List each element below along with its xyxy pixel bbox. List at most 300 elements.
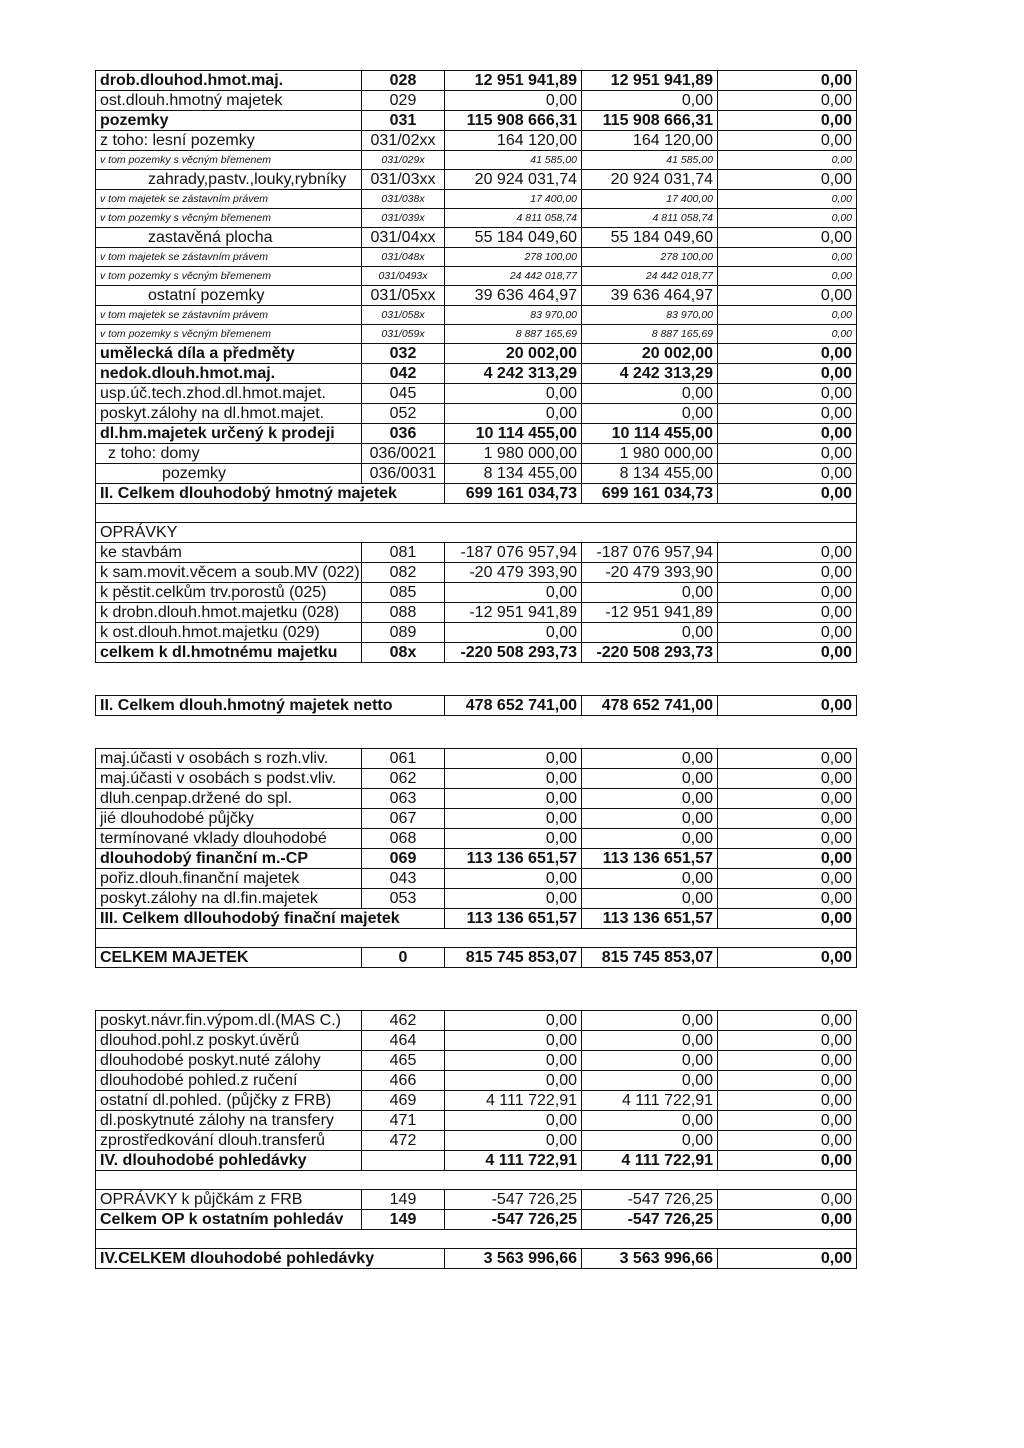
value-col-b: 815 745 853,07 [582, 948, 718, 968]
value-col-c: 0,00 [718, 344, 857, 364]
value-col-b: 0,00 [582, 1031, 718, 1051]
value-col-a: 0,00 [445, 404, 582, 424]
value-col-c: 0,00 [718, 444, 857, 464]
row-label: dlouhodobé poskyt.nuté zálohy [96, 1051, 362, 1071]
value-col-a: 0,00 [445, 809, 582, 829]
table-row [96, 190, 857, 209]
table-row [96, 1111, 857, 1131]
value-col-b: -187 076 957,94 [582, 543, 718, 563]
row-code: 149 [362, 1210, 445, 1230]
row-code: 062 [362, 769, 445, 789]
total-row-receivables-final [96, 1249, 857, 1269]
table-row [96, 424, 857, 444]
value-col-a: 1 980 000,00 [445, 444, 582, 464]
value-col-b: -547 726,25 [582, 1210, 718, 1230]
value-col-c: 0,00 [718, 1210, 857, 1230]
row-label: z toho: domy [96, 444, 362, 464]
value-col-a: 113 136 651,57 [445, 909, 582, 929]
value-col-a: 0,00 [445, 749, 582, 769]
spacer-row [96, 1230, 857, 1249]
row-code: 031/058x [362, 306, 445, 325]
spacer-row [96, 1171, 857, 1190]
table-row [96, 306, 857, 325]
value-col-a: 17 400,00 [445, 190, 582, 209]
value-col-b: 20 924 031,74 [582, 170, 718, 190]
row-label: dluh.cenpap.držené do spl. [96, 789, 362, 809]
row-code: 031/059x [362, 325, 445, 344]
table-row [96, 248, 857, 267]
value-col-b: 4 811 058,74 [582, 209, 718, 228]
table-row [96, 228, 857, 248]
value-col-a: 8 134 455,00 [445, 464, 582, 484]
value-col-b: 0,00 [582, 404, 718, 424]
value-col-a: 0,00 [445, 91, 582, 111]
value-col-a: 0,00 [445, 1111, 582, 1131]
value-col-a: 278 100,00 [445, 248, 582, 267]
table-row [96, 91, 857, 111]
receivables-rows [96, 1011, 857, 1151]
value-col-b: 39 636 464,97 [582, 286, 718, 306]
row-code: 471 [362, 1111, 445, 1131]
row-code: 031/03xx [362, 170, 445, 190]
spacer-row [96, 929, 857, 948]
value-col-a: -187 076 957,94 [445, 543, 582, 563]
row-label: dl.hm.majetek určený k prodeji [96, 424, 362, 444]
row-code: 031/02xx [362, 131, 445, 151]
value-col-b: 699 161 034,73 [582, 484, 718, 504]
row-code: 031/048x [362, 248, 445, 267]
row-label: poskyt.zálohy na dl.hmot.majet. [96, 404, 362, 424]
value-col-a: 0,00 [445, 829, 582, 849]
total-row-fixed-assets [96, 484, 857, 504]
table-row [96, 170, 857, 190]
row-code: 462 [362, 1011, 445, 1031]
table-row [96, 829, 857, 849]
value-col-c: 0,00 [718, 464, 857, 484]
table-row [96, 404, 857, 424]
value-col-b: 24 442 018,77 [582, 267, 718, 286]
row-code: 089 [362, 623, 445, 643]
table-receivables [95, 1010, 857, 1269]
value-col-a: 699 161 034,73 [445, 484, 582, 504]
table-row [96, 111, 857, 131]
table-row [96, 603, 857, 623]
row-code: 469 [362, 1091, 445, 1111]
value-col-a: -20 479 393,90 [445, 563, 582, 583]
value-col-b: -12 951 941,89 [582, 603, 718, 623]
value-col-c: 0,00 [718, 889, 857, 909]
row-code: 032 [362, 344, 445, 364]
value-col-a: 55 184 049,60 [445, 228, 582, 248]
value-col-b: 0,00 [582, 1051, 718, 1071]
value-col-b: 12 951 941,89 [582, 71, 718, 91]
row-code: 088 [362, 603, 445, 623]
row-code: 082 [362, 563, 445, 583]
table-row [96, 749, 857, 769]
financial-assets-rows [96, 749, 857, 909]
value-col-b: 115 908 666,31 [582, 111, 718, 131]
value-col-c: 0,00 [718, 404, 857, 424]
value-col-a: 20 924 031,74 [445, 170, 582, 190]
fixed-assets-rows [96, 71, 857, 484]
row-code: 053 [362, 889, 445, 909]
value-col-c: 0,00 [718, 325, 857, 344]
table-row [96, 789, 857, 809]
value-col-b: 20 002,00 [582, 344, 718, 364]
row-code: 149 [362, 1190, 445, 1210]
row-code: 031 [362, 111, 445, 131]
value-col-a: 0,00 [445, 1031, 582, 1051]
value-col-a: 0,00 [445, 769, 582, 789]
value-col-a: 0,00 [445, 583, 582, 603]
row-label: CELKEM MAJETEK [96, 948, 362, 968]
row-label: OPRÁVKY k půjčkám z FRB [96, 1190, 362, 1210]
row-label: ostatní dl.pohled. (půjčky z FRB) [96, 1091, 362, 1111]
row-code: 031/04xx [362, 228, 445, 248]
row-code: 036 [362, 424, 445, 444]
row-code [362, 1151, 445, 1171]
row-code: 081 [362, 543, 445, 563]
value-col-a: 39 636 464,97 [445, 286, 582, 306]
value-col-b: 0,00 [582, 889, 718, 909]
value-col-b: 0,00 [582, 749, 718, 769]
value-col-c: 0,00 [718, 384, 857, 404]
table-row [96, 71, 857, 91]
table-row [96, 1131, 857, 1151]
value-col-a: 164 120,00 [445, 131, 582, 151]
value-col-b: 4 111 722,91 [582, 1151, 718, 1171]
value-col-c: 0,00 [718, 151, 857, 170]
table-row [96, 1071, 857, 1091]
table-row [96, 543, 857, 563]
row-code: 067 [362, 809, 445, 829]
value-col-b: 10 114 455,00 [582, 424, 718, 444]
row-label: v tom majetek se zástavním právem [96, 190, 362, 209]
table-row [96, 1091, 857, 1111]
value-col-a: 8 887 165,69 [445, 325, 582, 344]
table-row [96, 344, 857, 364]
table-row [96, 849, 857, 869]
value-col-c: 0,00 [718, 1190, 857, 1210]
value-col-c: 0,00 [718, 131, 857, 151]
value-col-a: 4 111 722,91 [445, 1091, 582, 1111]
value-col-a: 0,00 [445, 1131, 582, 1151]
value-col-b: 0,00 [582, 384, 718, 404]
row-code: 031/05xx [362, 286, 445, 306]
row-label: v tom pozemky s věcným břemenem [96, 267, 362, 286]
table-financial-assets [95, 748, 857, 968]
value-col-c: 0,00 [718, 1031, 857, 1051]
value-col-c: 0,00 [718, 1151, 857, 1171]
value-col-a: 4 111 722,91 [445, 1151, 582, 1171]
value-col-c: 0,00 [718, 909, 857, 929]
value-col-b: 4 242 313,29 [582, 364, 718, 384]
value-col-a: 0,00 [445, 789, 582, 809]
value-col-a: 815 745 853,07 [445, 948, 582, 968]
value-col-c: 0,00 [718, 948, 857, 968]
value-col-a: 0,00 [445, 889, 582, 909]
value-col-b: -547 726,25 [582, 1190, 718, 1210]
row-label: Celkem OP k ostatním pohledáv [96, 1210, 362, 1230]
table-row [96, 1051, 857, 1071]
value-col-c: 0,00 [718, 228, 857, 248]
row-code: 08x [362, 643, 445, 663]
total-row-financial [96, 909, 857, 929]
value-col-c: 0,00 [718, 749, 857, 769]
table-row [96, 769, 857, 789]
value-col-c: 0,00 [718, 623, 857, 643]
value-col-c: 0,00 [718, 603, 857, 623]
value-col-b: 0,00 [582, 1131, 718, 1151]
table-row [96, 1011, 857, 1031]
value-col-b: 0,00 [582, 91, 718, 111]
row-code: 464 [362, 1031, 445, 1051]
table-row [96, 131, 857, 151]
table-row [96, 1190, 857, 1210]
value-col-c: 0,00 [718, 1111, 857, 1131]
table-row [96, 623, 857, 643]
table-row [96, 267, 857, 286]
value-col-c: 0,00 [718, 769, 857, 789]
table-row [96, 384, 857, 404]
row-label: usp.úč.tech.zhod.dl.hmot.majet. [96, 384, 362, 404]
table-row [96, 286, 857, 306]
table-row [96, 1210, 857, 1230]
row-label: nedok.dlouh.hmot.maj. [96, 364, 362, 384]
value-col-a: 3 563 996,66 [445, 1249, 582, 1269]
row-label: v tom pozemky s věcným břemenem [96, 325, 362, 344]
value-col-c: 0,00 [718, 869, 857, 889]
value-col-b: 0,00 [582, 789, 718, 809]
value-col-c: 0,00 [718, 71, 857, 91]
depreciation-rows [96, 543, 857, 663]
row-label: celkem k dl.hmotnému majetku [96, 643, 362, 663]
value-col-c: 0,00 [718, 1091, 857, 1111]
row-label: termínované vklady dlouhodobé [96, 829, 362, 849]
row-label: II. Celkem dlouhodobý hmotný majetek [96, 484, 445, 504]
row-code: 465 [362, 1051, 445, 1071]
value-col-c: 0,00 [718, 286, 857, 306]
value-col-c: 0,00 [718, 484, 857, 504]
row-label: dlouhodobé pohled.z ručení [96, 1071, 362, 1091]
row-label: III. Celkem dllouhodobý finační majetek [96, 909, 445, 929]
value-col-a: 12 951 941,89 [445, 71, 582, 91]
value-col-b: 0,00 [582, 1111, 718, 1131]
table-row [96, 563, 857, 583]
table-row [96, 809, 857, 829]
value-col-c: 0,00 [718, 170, 857, 190]
value-col-c: 0,00 [718, 809, 857, 829]
value-col-c: 0,00 [718, 91, 857, 111]
row-label: IV. dlouhodobé pohledávky [96, 1151, 362, 1171]
row-code: 031/039x [362, 209, 445, 228]
row-label: v tom pozemky s věcným břemenem [96, 209, 362, 228]
row-code: 085 [362, 583, 445, 603]
value-col-a: 41 585,00 [445, 151, 582, 170]
value-col-c: 0,00 [718, 1011, 857, 1031]
opravky-title: OPRÁVKY [96, 523, 857, 543]
value-col-a: 20 002,00 [445, 344, 582, 364]
value-col-b: 8 134 455,00 [582, 464, 718, 484]
row-label: dlouhod.pohl.z poskyt.úvěrů [96, 1031, 362, 1051]
value-col-c: 0,00 [718, 1131, 857, 1151]
value-col-b: 278 100,00 [582, 248, 718, 267]
value-col-a: 0,00 [445, 1011, 582, 1031]
row-label: pořiz.dlouh.finanční majetek [96, 869, 362, 889]
row-label: v tom pozemky s věcným břemenem [96, 151, 362, 170]
value-col-b: 0,00 [582, 769, 718, 789]
value-col-a: 0,00 [445, 623, 582, 643]
value-col-c: 0,00 [718, 306, 857, 325]
row-label: z toho: lesní pozemky [96, 131, 362, 151]
row-label: zahrady,pastv.,louky,rybníky [96, 170, 362, 190]
row-label: k ost.dlouh.hmot.majetku (029) [96, 623, 362, 643]
value-col-a: -220 508 293,73 [445, 643, 582, 663]
value-col-a: 24 442 018,77 [445, 267, 582, 286]
value-col-b: 164 120,00 [582, 131, 718, 151]
value-col-c: 0,00 [718, 789, 857, 809]
value-col-c: 0,00 [718, 696, 857, 716]
opravky-header-row [96, 523, 857, 543]
row-label: drob.dlouhod.hmot.maj. [96, 71, 362, 91]
value-col-a: 4 811 058,74 [445, 209, 582, 228]
table-row [96, 869, 857, 889]
table-fixed-assets [95, 70, 857, 663]
row-label: zastavěná plocha [96, 228, 362, 248]
row-label: zprostředkování dlouh.transferů [96, 1131, 362, 1151]
row-code: 042 [362, 364, 445, 384]
value-col-c: 0,00 [718, 643, 857, 663]
table-row [96, 643, 857, 663]
value-col-a: 113 136 651,57 [445, 849, 582, 869]
total-row-receivables [96, 1151, 857, 1171]
value-col-b: 0,00 [582, 1011, 718, 1031]
row-code: 043 [362, 869, 445, 889]
row-code: 031/029x [362, 151, 445, 170]
value-col-b: 0,00 [582, 583, 718, 603]
row-label: ke stavbám [96, 543, 362, 563]
row-label: poskyt.návr.fin.výpom.dl.(MAS C.) [96, 1011, 362, 1031]
value-col-b: 113 136 651,57 [582, 909, 718, 929]
value-col-a: 83 970,00 [445, 306, 582, 325]
row-code: 029 [362, 91, 445, 111]
value-col-a: -12 951 941,89 [445, 603, 582, 623]
value-col-a: 478 652 741,00 [445, 696, 582, 716]
row-code: 068 [362, 829, 445, 849]
row-label: pozemky [96, 464, 362, 484]
value-col-a: 10 114 455,00 [445, 424, 582, 444]
value-col-c: 0,00 [718, 209, 857, 228]
value-col-c: 0,00 [718, 1071, 857, 1091]
row-code: 052 [362, 404, 445, 424]
table-row [96, 1031, 857, 1051]
row-code: 0 [362, 948, 445, 968]
value-col-c: 0,00 [718, 190, 857, 209]
value-col-c: 0,00 [718, 563, 857, 583]
value-col-b: 0,00 [582, 869, 718, 889]
value-col-c: 0,00 [718, 849, 857, 869]
row-label: poskyt.zálohy na dl.fin.majetek [96, 889, 362, 909]
table-row [96, 325, 857, 344]
value-col-b: 0,00 [582, 829, 718, 849]
table-row [96, 889, 857, 909]
row-label: maj.účasti v osobách s podst.vliv. [96, 769, 362, 789]
row-code: 036/0031 [362, 464, 445, 484]
value-col-b: 113 136 651,57 [582, 849, 718, 869]
receivables-allowance-rows [96, 1190, 857, 1230]
row-label: ostatní pozemky [96, 286, 362, 306]
table-row [96, 583, 857, 603]
row-label: dl.poskytnuté zálohy na transfery [96, 1111, 362, 1131]
value-col-c: 0,00 [718, 364, 857, 384]
table-row [96, 364, 857, 384]
value-col-a: 0,00 [445, 1051, 582, 1071]
value-col-c: 0,00 [718, 424, 857, 444]
value-col-b: 55 184 049,60 [582, 228, 718, 248]
row-code: 069 [362, 849, 445, 869]
row-code: 045 [362, 384, 445, 404]
value-col-a: 4 242 313,29 [445, 364, 582, 384]
row-code: 036/0021 [362, 444, 445, 464]
row-label: IV.CELKEM dlouhodobé pohledávky [96, 1249, 445, 1269]
row-label: k pěstit.celkům trv.porostů (025) [96, 583, 362, 603]
value-col-c: 0,00 [718, 267, 857, 286]
value-col-c: 0,00 [718, 583, 857, 603]
row-code: 061 [362, 749, 445, 769]
value-col-c: 0,00 [718, 543, 857, 563]
value-col-b: 3 563 996,66 [582, 1249, 718, 1269]
grand-total-row [96, 948, 857, 968]
row-label: II. Celkem dlouh.hmotný majetek netto [96, 696, 445, 716]
row-code: 472 [362, 1131, 445, 1151]
value-col-b: 17 400,00 [582, 190, 718, 209]
row-label: dlouhodobý finanční m.-CP [96, 849, 362, 869]
table-row [96, 209, 857, 228]
row-label: pozemky [96, 111, 362, 131]
value-col-c: 0,00 [718, 829, 857, 849]
value-col-b: -20 479 393,90 [582, 563, 718, 583]
value-col-b: 41 585,00 [582, 151, 718, 170]
value-col-a: -547 726,25 [445, 1190, 582, 1210]
row-code: 031/0493x [362, 267, 445, 286]
value-col-c: 0,00 [718, 1249, 857, 1269]
value-col-b: 83 970,00 [582, 306, 718, 325]
total-row-net [96, 696, 857, 716]
value-col-a: -547 726,25 [445, 1210, 582, 1230]
row-label: k sam.movit.věcem a soub.MV (022) [96, 563, 362, 583]
row-label: umělecká díla a předměty [96, 344, 362, 364]
value-col-b: 1 980 000,00 [582, 444, 718, 464]
value-col-c: 0,00 [718, 248, 857, 267]
row-label: v tom majetek se zástavním právem [96, 306, 362, 325]
row-code: 063 [362, 789, 445, 809]
table-row [96, 151, 857, 170]
value-col-b: 478 652 741,00 [582, 696, 718, 716]
row-label: ost.dlouh.hmotný majetek [96, 91, 362, 111]
value-col-a: 115 908 666,31 [445, 111, 582, 131]
row-code: 031/038x [362, 190, 445, 209]
spacer-row [96, 504, 857, 523]
row-label: maj.účasti v osobách s rozh.vliv. [96, 749, 362, 769]
table-net-total [95, 695, 857, 716]
balance-sheet [95, 70, 856, 1269]
row-code: 466 [362, 1071, 445, 1091]
value-col-b: 8 887 165,69 [582, 325, 718, 344]
value-col-b: -220 508 293,73 [582, 643, 718, 663]
value-col-a: 0,00 [445, 1071, 582, 1091]
value-col-b: 0,00 [582, 623, 718, 643]
value-col-a: 0,00 [445, 384, 582, 404]
